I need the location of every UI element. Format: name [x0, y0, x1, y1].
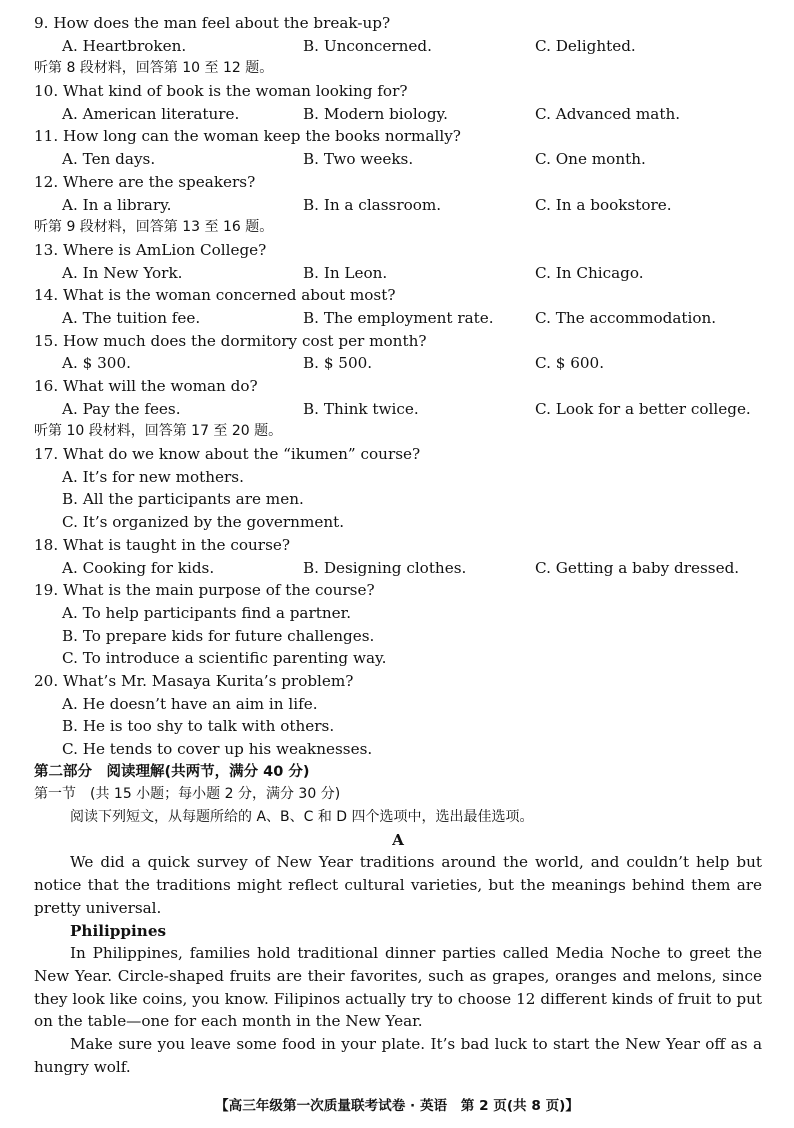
- option-b: B. Two weeks.: [303, 150, 414, 169]
- question-18-stem: 18. What is taught in the course?: [34, 535, 290, 554]
- option-a: A. Heartbroken.: [62, 36, 187, 55]
- option-c: C. In Chicago.: [535, 263, 644, 282]
- question-10-options: [34, 103, 762, 126]
- option-a: A. Ten days.: [62, 150, 156, 169]
- option-a: A. Pay the fees.: [62, 399, 181, 418]
- exam-page: [34, 12, 762, 1078]
- question-11-stem: 11. How long can the woman keep the books normally?: [34, 127, 461, 146]
- passage-paragraph: We did a quick survey of New Year traditions around the world, and couldn’t help but notice that the traditions might reflect cultural varieties, but the meanings behind them are pretty universal.: [34, 853, 762, 917]
- option-c: C. In a bookstore.: [535, 195, 672, 214]
- question-10-stem: 10. What kind of book is the woman looking for?: [34, 82, 408, 101]
- page-footer: 【高三年级第一次质量联考试卷 · 英语 第 2 页(共 8 页)】: [215, 1098, 579, 1114]
- option-a: A. In a library.: [62, 195, 172, 214]
- option-b: B. $ 500.: [303, 354, 373, 373]
- passage-paragraph: Make sure you leave some food in your plate. It’s bad luck to start the New Year off as a hungry wolf.: [34, 1035, 762, 1076]
- option-c: C. Getting a baby dressed.: [535, 558, 740, 577]
- question-19-option-c: C. To introduce a scientific parenting way.: [62, 649, 387, 668]
- question-13-stem: 13. Where is AmLion College?: [34, 240, 267, 259]
- option-b: B. Modern biology.: [303, 104, 448, 123]
- option-b: B. Unconcerned.: [303, 36, 432, 55]
- option-c: C. One month.: [535, 150, 646, 169]
- question-17-option-b: B. All the participants are men.: [62, 490, 304, 509]
- question-17-option-c: C. It’s organized by the government.: [62, 513, 345, 532]
- passage-paragraph: In Philippines, families hold traditional dinner parties called Media Noche to greet the New Year. Circle-shaped fruits are their favorites, such as grapes, oranges and melons, since they look like coins, you know. Filipinos actually try to choose 12 different kinds of fruit to put on the table—one for each month in the New Year.: [34, 944, 762, 1031]
- option-c: C. The accommodation.: [535, 308, 717, 327]
- passage-label: A: [392, 830, 404, 849]
- option-c: C. Delighted.: [535, 36, 636, 55]
- option-b: B. In a classroom.: [303, 195, 442, 214]
- option-a: A. In New York.: [62, 263, 183, 282]
- question-19-stem: 19. What is the main purpose of the course?: [34, 581, 375, 600]
- question-14-options: [34, 307, 762, 330]
- section-1-heading: 第一节 (共 15 小题；每小题 2 分，满分 30 分): [34, 786, 341, 803]
- listening-section-10-heading: 听第 10 段材料，回答第 17 至 20 题。: [34, 423, 283, 440]
- question-9-options: [34, 35, 762, 58]
- option-c: C. $ 600.: [535, 354, 605, 373]
- option-b: B. Designing clothes.: [303, 558, 467, 577]
- option-a: A. The tuition fee.: [62, 308, 201, 327]
- question-17-stem: 17. What do we know about the “ikumen” course?: [34, 445, 421, 464]
- question-19-option-b: B. To prepare kids for future challenges.: [62, 626, 375, 645]
- passage-subheading: Philippines: [70, 921, 167, 940]
- option-b: B. In Leon.: [303, 263, 388, 282]
- option-c: C. Advanced math.: [535, 104, 681, 123]
- option-a: A. $ 300.: [62, 354, 131, 373]
- question-19-option-a: A. To help participants find a partner.: [62, 603, 352, 622]
- listening-section-9-heading: 听第 9 段材料，回答第 13 至 16 题。: [34, 219, 274, 236]
- question-9-stem: 9. How does the man feel about the break-up?: [34, 14, 391, 32]
- question-20-option-c: C. He tends to cover up his weaknesses.: [62, 740, 373, 758]
- question-16-options: [34, 398, 762, 421]
- listening-section-8-heading: 听第 8 段材料，回答第 10 至 12 题。: [34, 60, 274, 77]
- question-18-options: [34, 557, 762, 580]
- question-11-options: [34, 148, 762, 171]
- option-a: A. American literature.: [62, 104, 240, 123]
- option-b: B. Think twice.: [303, 399, 419, 418]
- option-c: C. Look for a better college.: [535, 399, 751, 418]
- reading-instruction: 阅读下列短文，从每题所给的 A、B、C 和 D 四个选项中，选出最佳选项。: [70, 809, 534, 826]
- question-14-stem: 14. What is the woman concerned about most?: [34, 286, 396, 305]
- option-b: B. The employment rate.: [303, 308, 494, 327]
- question-15-options: [34, 352, 762, 375]
- question-16-stem: 16. What will the woman do?: [34, 377, 258, 395]
- question-20-option-b: B. He is too shy to talk with others.: [62, 717, 335, 736]
- question-15-stem: 15. How much does the dormitory cost per month?: [34, 331, 427, 350]
- question-20-stem: 20. What’s Mr. Masaya Kurita’s problem?: [34, 671, 354, 690]
- option-a: A. Cooking for kids.: [62, 558, 215, 577]
- part-2-heading: 第二部分 阅读理解(共两节，满分 40 分): [34, 763, 310, 780]
- question-12-options: [34, 194, 762, 217]
- question-13-options: [34, 262, 762, 285]
- question-17-option-a: A. It’s for new mothers.: [62, 467, 244, 486]
- question-20-option-a: A. He doesn’t have an aim in life.: [62, 694, 318, 713]
- question-12-stem: 12. Where are the speakers?: [34, 172, 256, 191]
